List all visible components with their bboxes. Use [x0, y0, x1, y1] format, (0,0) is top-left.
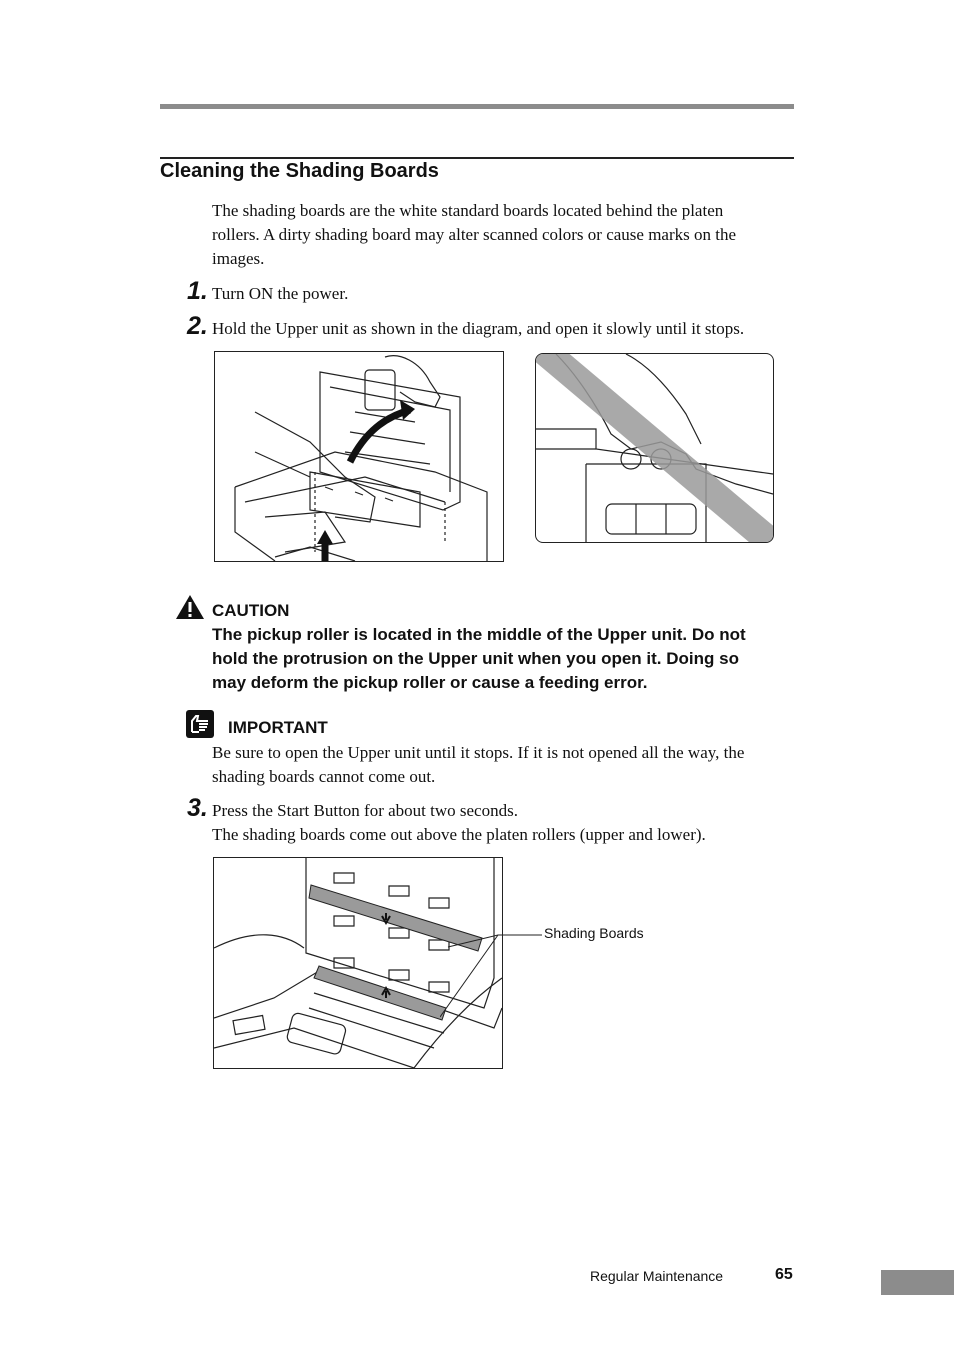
caution-text: [212, 623, 812, 695]
callout-leader-lines: [440, 925, 550, 1025]
section-title: Cleaning the Shading Boards: [160, 160, 439, 182]
caution-heading: CAUTION: [212, 601, 290, 620]
important-heading: IMPORTANT: [228, 718, 328, 737]
step-number: 3.: [187, 794, 208, 822]
intro-line: images.: [212, 249, 265, 268]
figure-open-upper-unit: [214, 351, 504, 562]
pointing-hand-icon: [186, 710, 214, 738]
shading-boards-callout: Shading Boards: [544, 925, 644, 941]
intro-paragraph: [212, 199, 802, 271]
important-line: shading boards cannot come out.: [212, 767, 436, 786]
intro-line: The shading boards are the white standard boards located behind the platen: [212, 201, 724, 220]
step-text: Hold the Upper unit as shown in the diagram, and open it slowly until it stops.: [212, 319, 745, 338]
important-text: [212, 741, 812, 789]
title-rule: [160, 157, 794, 159]
step-text: Press the Start Button for about two seconds.: [212, 801, 518, 820]
step-text: Turn ON the power.: [212, 284, 349, 303]
step-number: 1.: [187, 277, 208, 305]
warning-triangle-icon: [175, 594, 205, 620]
figure-incorrect-hold: [535, 353, 774, 543]
header-rule: [160, 104, 794, 109]
important-line: Be sure to open the Upper unit until it stops. If it is not opened all the way, the: [212, 743, 745, 762]
footer-section-label: Regular Maintenance: [590, 1268, 724, 1284]
page-number: 65: [775, 1266, 793, 1283]
step-detail: The shading boards come out above the platen rollers (upper and lower).: [212, 825, 706, 844]
footer-tab: [881, 1270, 954, 1295]
caution-line: The pickup roller is located in the middle of the Upper unit. Do not: [212, 625, 746, 644]
step-number: 2.: [187, 312, 208, 340]
caution-line: hold the protrusion on the Upper unit when you open it. Doing so: [212, 649, 739, 668]
intro-line: rollers. A dirty shading board may alter scanned colors or cause marks on the: [212, 225, 737, 244]
caution-line: may deform the pickup roller or cause a feeding error.: [212, 673, 648, 692]
